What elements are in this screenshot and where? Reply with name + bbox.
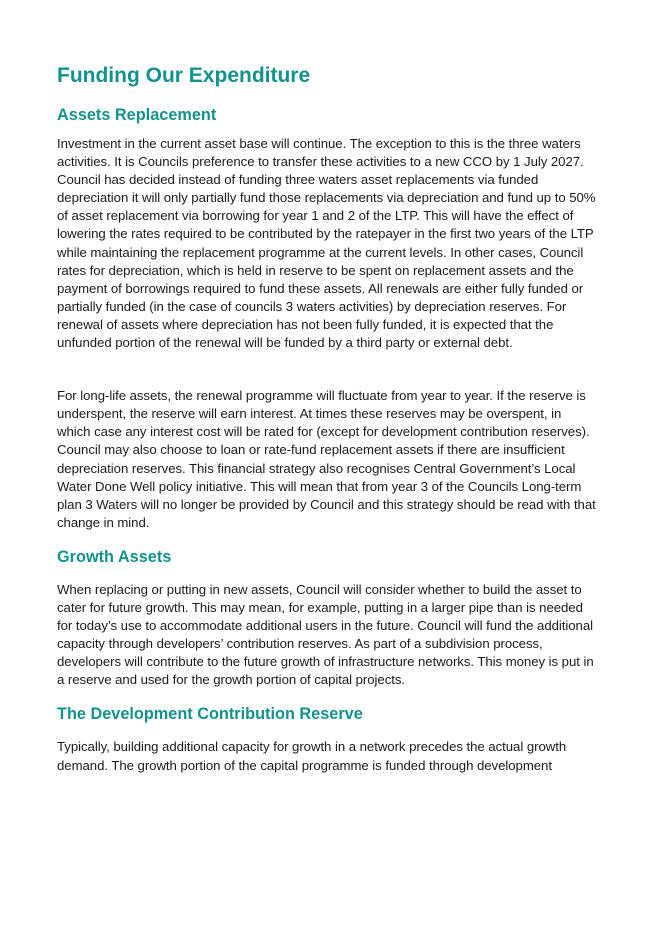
section-heading-assets-replacement: Assets Replacement xyxy=(57,106,217,124)
development-contribution-paragraph: Typically, building additional capacity for growth in a network precedes the actual growth demand. The growth portion of the capital programme is funded through development xyxy=(57,739,567,773)
assets-replacement-paragraph-2: For long-life assets, the renewal programme will fluctuate from year to year. If the reserve is underspent, the reserve will earn interest. At times these reserves may be overspent, in which case any interest cost will be rated for (except for development contribution reserves). Council may also choose to loan or rate-fund replacement assets if there are insufficient depreciation reserves. This financial strategy also recognises Central Government’s Local Water Done Well policy initiative. This will mean that from year 3 of the Councils Long-term plan 3 Waters will no longer be provided by Council and this strategy should be read with that change in mind. xyxy=(57,388,596,530)
section-heading-development-contribution-reserve: The Development Contribution Reserve xyxy=(57,705,363,724)
growth-assets-paragraph: When replacing or putting in new assets, Council will consider whether to build the asset to cater for future growth. This may mean, for example, putting in a larger pipe than is needed for today’s use to accommodate additional users in the future. Council will fund the additional capacity through developers’ contribution reserves. As part of a subdivision process, developers will contribute to the future growth of infrastructure networks. This money is put in a reserve and used for the growth portion of capital projects. xyxy=(57,581,594,688)
page-title: Funding Our Expenditure xyxy=(57,64,311,87)
document-page xyxy=(57,62,597,775)
assets-replacement-paragraph-1: Investment in the current asset base will continue. The exception to this is the three waters activities. It is Councils preference to transfer these activities to a new CCO by 1 July 2027. Council has decided instead of funding three waters asset replacements via funded depreciation it will only partially fund those replacements via depreciation and fund up to 50% of asset replacement via borrowing for year 1 and 2 of the LTP. This will have the effect of lowering the rates required to be contributed by the ratepayer in the first two years of the LTP while maintaining the replacement programme at the current levels. In other cases, Council rates for depreciation, which is held in reserve to be spent on replacement assets and the payment of borrowings required to fund these assets. All renewals are either fully funded or partially funded (in the case of councils 3 waters activities) by depreciation reserves. For renewal of assets where depreciation has not been fully funded, it is expected that the unfunded portion of the renewal will be funded by a third party or external debt. xyxy=(57,136,596,351)
section-heading-growth-assets: Growth Assets xyxy=(57,547,172,566)
